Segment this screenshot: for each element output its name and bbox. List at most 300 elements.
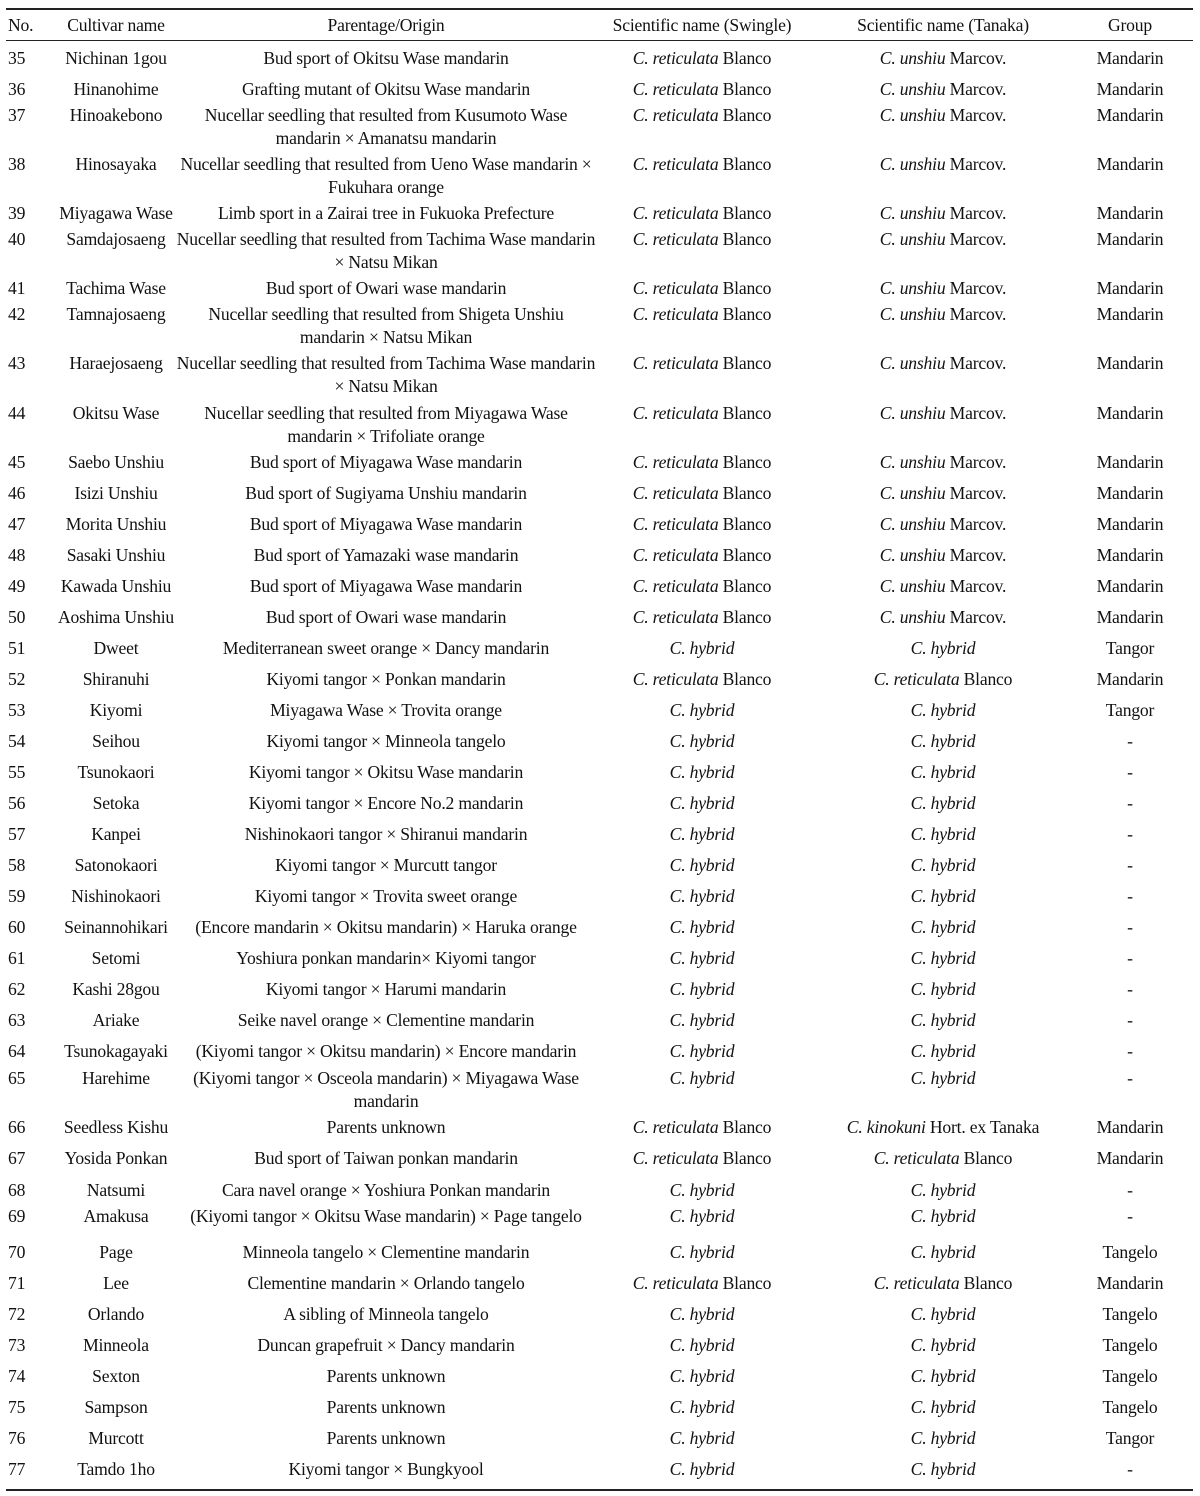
species-epithet: C. hybrid — [669, 1366, 735, 1386]
scientific-name-swingle — [670, 1179, 735, 1202]
species-author: Blanco — [959, 1273, 1013, 1293]
scientific-name-swingle — [633, 575, 772, 598]
cultivar-name: Page — [99, 1242, 133, 1262]
species-epithet: C. reticulata — [632, 669, 719, 689]
row-number: 51 — [8, 638, 26, 658]
parentage-origin: Bud sport of Owari wase mandarin — [265, 607, 507, 627]
parentage-origin: Kiyomi tangor × Encore No.2 mandarin — [248, 793, 524, 813]
group: Tangelo — [1102, 1397, 1158, 1417]
species-epithet: C. reticulata — [632, 483, 719, 503]
species-epithet: C. reticulata — [873, 1273, 960, 1293]
row-number: 67 — [8, 1148, 26, 1168]
species-author: Marcov. — [945, 304, 1007, 324]
species-author: Blanco — [718, 545, 772, 565]
species-author: Blanco — [718, 278, 772, 298]
cultivar-name: Sasaki Unshiu — [66, 545, 166, 565]
cultivar-name: Tsunokaori — [77, 762, 155, 782]
scientific-name-tanaka — [911, 1040, 976, 1063]
scientific-name-swingle — [633, 78, 772, 101]
group: - — [1127, 1068, 1133, 1088]
row-number: 41 — [8, 278, 26, 298]
species-author: Marcov. — [945, 452, 1007, 472]
row-number: 48 — [8, 545, 26, 565]
scientific-name-tanaka — [911, 761, 976, 784]
cultivar-name: Seihou — [92, 731, 140, 751]
row-number: 37 — [8, 105, 26, 125]
species-author: Blanco — [718, 607, 772, 627]
species-epithet: C. hybrid — [669, 1242, 735, 1262]
species-epithet: C. hybrid — [910, 1335, 976, 1355]
scientific-name-tanaka — [911, 885, 976, 908]
species-epithet: C. hybrid — [910, 1366, 976, 1386]
species-author: Marcov. — [945, 203, 1007, 223]
header-scientific-swingle: Scientific name (Swingle) — [612, 15, 792, 35]
species-author: Marcov. — [945, 483, 1007, 503]
group: Mandarin — [1096, 403, 1164, 423]
scientific-name-swingle — [670, 792, 735, 815]
parentage-origin: Parents unknown — [326, 1428, 446, 1448]
scientific-name-swingle — [670, 1365, 735, 1388]
parentage-origin: (Encore mandarin × Okitsu mandarin) × Haruka orange — [195, 917, 577, 937]
scientific-name-tanaka — [911, 1334, 976, 1357]
cultivar-name: Morita Unshiu — [65, 514, 167, 534]
cultivar-name: Nichinan 1gou — [65, 48, 167, 68]
group: Tangelo — [1102, 1242, 1158, 1262]
parentage-origin: Nucellar seedling that resulted from Tachima Wase mandarin × Natsu Mikan — [176, 353, 596, 396]
species-epithet: C. hybrid — [669, 1068, 735, 1088]
cultivar-name: Tamnajosaeng — [66, 304, 166, 324]
species-epithet: C. hybrid — [669, 700, 735, 720]
species-epithet: C. unshiu — [879, 403, 946, 423]
scientific-name-swingle — [670, 1067, 735, 1090]
cultivar-name: Murcott — [88, 1428, 144, 1448]
species-author: Blanco — [718, 403, 772, 423]
cultivar-name: Tachima Wase — [66, 278, 166, 298]
species-epithet: C. hybrid — [910, 1459, 976, 1479]
species-author: Marcov. — [945, 607, 1007, 627]
scientific-name-swingle — [670, 978, 735, 1001]
parentage-origin: Nucellar seedling that resulted from Tachima Wase mandarin × Natsu Mikan — [176, 229, 596, 272]
scientific-name-swingle — [670, 1040, 735, 1063]
species-epithet: C. hybrid — [669, 886, 735, 906]
cultivar-name: Haraejosaeng — [69, 353, 163, 373]
row-number: 62 — [8, 979, 26, 999]
scientific-name-swingle — [633, 202, 772, 225]
row-number: 65 — [8, 1068, 26, 1088]
species-author: Hort. ex Tanaka — [925, 1117, 1040, 1137]
row-number: 69 — [8, 1206, 26, 1226]
scientific-name-swingle — [633, 352, 772, 375]
species-author: Marcov. — [945, 229, 1007, 249]
species-epithet: C. hybrid — [669, 1180, 735, 1200]
scientific-name-tanaka — [911, 1179, 976, 1202]
scientific-name-tanaka — [880, 104, 1006, 127]
row-number: 66 — [8, 1117, 26, 1137]
parentage-origin: Bud sport of Miyagawa Wase mandarin — [249, 576, 523, 596]
scientific-name-tanaka — [847, 1116, 1039, 1139]
cultivar-name: Sampson — [84, 1397, 148, 1417]
species-epithet: C. hybrid — [669, 979, 735, 999]
species-epithet: C. reticulata — [632, 452, 719, 472]
group: Mandarin — [1096, 576, 1164, 596]
species-epithet: C. hybrid — [910, 1304, 976, 1324]
species-author: Blanco — [959, 669, 1013, 689]
species-author: Blanco — [718, 79, 772, 99]
scientific-name-swingle — [633, 104, 772, 127]
row-number: 43 — [8, 353, 26, 373]
scientific-name-swingle — [633, 482, 772, 505]
cultivar-name: Hinoakebono — [69, 105, 163, 125]
species-epithet: C. hybrid — [669, 948, 735, 968]
species-epithet: C. hybrid — [669, 824, 735, 844]
parentage-origin: Bud sport of Miyagawa Wase mandarin — [249, 514, 523, 534]
species-author: Marcov. — [945, 545, 1007, 565]
species-author: Blanco — [718, 304, 772, 324]
cultivar-name: Natsumi — [86, 1180, 146, 1200]
cultivar-name: Ariake — [92, 1010, 140, 1030]
group: - — [1127, 948, 1133, 968]
species-author: Blanco — [718, 353, 772, 373]
species-epithet: C. reticulata — [632, 1117, 719, 1137]
parentage-origin: Bud sport of Miyagawa Wase mandarin — [249, 452, 523, 472]
species-author: Blanco — [718, 576, 772, 596]
species-author: Marcov. — [945, 105, 1007, 125]
species-author: Marcov. — [945, 278, 1007, 298]
scientific-name-swingle — [670, 854, 735, 877]
species-epithet: C. unshiu — [879, 48, 946, 68]
species-epithet: C. reticulata — [632, 203, 719, 223]
row-number: 55 — [8, 762, 26, 782]
scientific-name-tanaka — [880, 352, 1006, 375]
species-epithet: C. hybrid — [669, 1335, 735, 1355]
parentage-origin: Seike navel orange × Clementine mandarin — [237, 1010, 535, 1030]
group: Mandarin — [1096, 154, 1164, 174]
parentage-origin: Nucellar seedling that resulted from Miyagawa Wase mandarin × Trifoliate orange — [204, 403, 568, 446]
row-number: 56 — [8, 793, 26, 813]
scientific-name-tanaka — [911, 1427, 976, 1450]
scientific-name-swingle — [670, 1009, 735, 1032]
species-epithet: C. hybrid — [910, 1397, 976, 1417]
parentage-origin: Bud sport of Owari wase mandarin — [265, 278, 507, 298]
cultivar-name: Harehime — [82, 1068, 150, 1088]
species-author: Marcov. — [945, 403, 1007, 423]
group: - — [1127, 979, 1133, 999]
group: Mandarin — [1096, 203, 1164, 223]
group: Tangor — [1105, 1428, 1155, 1448]
scientific-name-tanaka — [911, 1365, 976, 1388]
species-epithet: C. reticulata — [873, 1148, 960, 1168]
species-epithet: C. reticulata — [632, 48, 719, 68]
group: Mandarin — [1096, 545, 1164, 565]
scientific-name-swingle — [670, 1303, 735, 1326]
species-author: Marcov. — [945, 79, 1007, 99]
species-epithet: C. hybrid — [910, 638, 976, 658]
species-author: Blanco — [718, 203, 772, 223]
group: Mandarin — [1096, 669, 1164, 689]
group: - — [1127, 762, 1133, 782]
cultivar-name: Hinanohime — [73, 79, 159, 99]
scientific-name-swingle — [670, 1205, 735, 1228]
species-epithet: C. hybrid — [910, 1010, 976, 1030]
parentage-origin: A sibling of Minneola tangelo — [283, 1304, 489, 1324]
scientific-name-swingle — [670, 885, 735, 908]
parentage-origin: Nucellar seedling that resulted from Ueno Wase mandarin × Fukuhara orange — [180, 154, 592, 197]
scientific-name-tanaka — [880, 78, 1006, 101]
group: Tangelo — [1102, 1366, 1158, 1386]
species-epithet: C. hybrid — [910, 1068, 976, 1088]
parentage-origin: Clementine mandarin × Orlando tangelo — [247, 1273, 525, 1293]
group: Mandarin — [1096, 48, 1164, 68]
species-epithet: C. hybrid — [669, 762, 735, 782]
row-number: 44 — [8, 403, 26, 423]
species-author: Blanco — [718, 1273, 772, 1293]
scientific-name-swingle — [670, 699, 735, 722]
header-no: No. — [8, 15, 34, 35]
group: - — [1127, 1010, 1133, 1030]
species-epithet: C. hybrid — [910, 1041, 976, 1061]
cultivar-name: Satonokaori — [74, 855, 158, 875]
cultivar-name: Kiyomi — [89, 700, 143, 720]
group: Mandarin — [1096, 353, 1164, 373]
scientific-name-swingle — [633, 153, 772, 176]
species-epithet: C. hybrid — [669, 1304, 735, 1324]
scientific-name-tanaka — [874, 1272, 1013, 1295]
row-number: 73 — [8, 1335, 26, 1355]
scientific-name-tanaka — [911, 947, 976, 970]
scientific-name-tanaka — [911, 730, 976, 753]
species-epithet: C. unshiu — [879, 105, 946, 125]
group: - — [1127, 1041, 1133, 1061]
species-epithet: C. hybrid — [669, 917, 735, 937]
scientific-name-tanaka — [911, 1241, 976, 1264]
scientific-name-swingle — [633, 277, 772, 300]
cultivar-name: Nishinokaori — [71, 886, 161, 906]
species-epithet: C. unshiu — [879, 576, 946, 596]
row-number: 58 — [8, 855, 26, 875]
species-epithet: C. hybrid — [669, 1206, 735, 1226]
scientific-name-swingle — [670, 730, 735, 753]
species-epithet: C. unshiu — [879, 607, 946, 627]
scientific-name-swingle — [633, 1272, 772, 1295]
group: - — [1127, 793, 1133, 813]
table-header-rule — [6, 40, 1193, 41]
species-epithet: C. reticulata — [632, 607, 719, 627]
scientific-name-swingle — [633, 451, 772, 474]
species-epithet: C. reticulata — [632, 304, 719, 324]
parentage-origin: Kiyomi tangor × Ponkan mandarin — [266, 669, 506, 689]
group: Mandarin — [1096, 483, 1164, 503]
scientific-name-swingle — [670, 637, 735, 660]
scientific-name-swingle — [633, 1116, 772, 1139]
row-number: 46 — [8, 483, 26, 503]
row-number: 53 — [8, 700, 26, 720]
group: Mandarin — [1096, 1148, 1164, 1168]
parentage-origin: Nucellar seedling that resulted from Shigeta Unshiu mandarin × Natsu Mikan — [208, 304, 564, 347]
species-epithet: C. unshiu — [879, 483, 946, 503]
scientific-name-tanaka — [911, 792, 976, 815]
species-epithet: C. unshiu — [879, 514, 946, 534]
species-epithet: C. hybrid — [910, 731, 976, 751]
species-epithet: C. hybrid — [910, 762, 976, 782]
parentage-origin: (Kiyomi tangor × Osceola mandarin) × Miyagawa Wase mandarin — [193, 1068, 579, 1111]
table-bottom-rule — [6, 1489, 1193, 1491]
species-epithet: C. reticulata — [632, 576, 719, 596]
scientific-name-swingle — [633, 303, 772, 326]
row-number: 71 — [8, 1273, 26, 1293]
cultivar-name: Minneola — [83, 1335, 149, 1355]
parentage-origin: Kiyomi tangor × Trovita sweet orange — [254, 886, 518, 906]
scientific-name-tanaka — [911, 823, 976, 846]
scientific-name-swingle — [670, 1396, 735, 1419]
scientific-name-tanaka — [911, 637, 976, 660]
species-epithet: C. hybrid — [910, 1242, 976, 1262]
parentage-origin: Parents unknown — [326, 1366, 446, 1386]
group: Mandarin — [1096, 278, 1164, 298]
species-epithet: C. hybrid — [910, 824, 976, 844]
species-epithet: C. hybrid — [669, 1459, 735, 1479]
group: - — [1127, 824, 1133, 844]
species-author: Marcov. — [945, 353, 1007, 373]
species-epithet: C. unshiu — [879, 203, 946, 223]
species-epithet: C. reticulata — [632, 514, 719, 534]
group: Mandarin — [1096, 514, 1164, 534]
row-number: 63 — [8, 1010, 26, 1030]
species-epithet: C. hybrid — [669, 793, 735, 813]
species-epithet: C. unshiu — [879, 229, 946, 249]
cultivar-name: Seedless Kishu — [63, 1117, 169, 1137]
scientific-name-swingle — [633, 402, 772, 425]
group: Mandarin — [1096, 105, 1164, 125]
cultivar-name: Kashi 28gou — [72, 979, 160, 999]
group: Mandarin — [1096, 1273, 1164, 1293]
parentage-origin: Kiyomi tangor × Bungkyool — [288, 1459, 484, 1479]
species-epithet: C. reticulata — [632, 105, 719, 125]
scientific-name-tanaka — [880, 575, 1006, 598]
parentage-origin: Bud sport of Sugiyama Unshiu mandarin — [245, 483, 527, 503]
species-epithet: C. unshiu — [879, 154, 946, 174]
parentage-origin: Yoshiura ponkan mandarin× Kiyomi tangor — [236, 948, 536, 968]
scientific-name-tanaka — [911, 1205, 976, 1228]
group: - — [1127, 855, 1133, 875]
parentage-origin: Mediterranean sweet orange × Dancy mandarin — [222, 638, 550, 658]
species-epithet: C. hybrid — [910, 1428, 976, 1448]
species-epithet: C. hybrid — [669, 1010, 735, 1030]
group: Mandarin — [1096, 607, 1164, 627]
species-author: Blanco — [718, 154, 772, 174]
species-epithet: C. unshiu — [879, 304, 946, 324]
scientific-name-tanaka — [880, 153, 1006, 176]
species-epithet: C. hybrid — [669, 638, 735, 658]
species-epithet: C. unshiu — [879, 452, 946, 472]
parentage-origin: Bud sport of Okitsu Wase mandarin — [263, 48, 509, 68]
group: Mandarin — [1096, 79, 1164, 99]
scientific-name-tanaka — [911, 1303, 976, 1326]
row-number: 60 — [8, 917, 26, 937]
species-epithet: C. reticulata — [632, 403, 719, 423]
species-epithet: C. hybrid — [910, 855, 976, 875]
species-epithet: C. reticulata — [632, 545, 719, 565]
parentage-origin: Duncan grapefruit × Dancy mandarin — [257, 1335, 515, 1355]
row-number: 35 — [8, 48, 26, 68]
parentage-origin: Kiyomi tangor × Minneola tangelo — [266, 731, 506, 751]
cultivar-name: Seinannohikari — [64, 917, 168, 937]
species-epithet: C. unshiu — [879, 278, 946, 298]
scientific-name-tanaka — [880, 482, 1006, 505]
scientific-name-swingle — [670, 1241, 735, 1264]
scientific-name-tanaka — [880, 47, 1006, 70]
row-number: 74 — [8, 1366, 26, 1386]
species-author: Blanco — [718, 48, 772, 68]
group: Mandarin — [1096, 229, 1164, 249]
scientific-name-swingle — [670, 823, 735, 846]
cultivar-name: Tsunokagayaki — [64, 1041, 168, 1061]
cultivar-name: Okitsu Wase — [72, 403, 160, 423]
scientific-name-swingle — [670, 916, 735, 939]
species-epithet: C. reticulata — [873, 669, 960, 689]
cultivar-name: Isizi Unshiu — [74, 483, 158, 503]
group: - — [1127, 1459, 1133, 1479]
species-epithet: C. hybrid — [910, 948, 976, 968]
cultivar-name: Yosida Ponkan — [64, 1148, 168, 1168]
parentage-origin: Parents unknown — [326, 1397, 446, 1417]
scientific-name-swingle — [633, 1147, 772, 1170]
scientific-name-swingle — [670, 1427, 735, 1450]
row-number: 59 — [8, 886, 26, 906]
header-cultivar-name: Cultivar name — [67, 15, 165, 35]
group: - — [1127, 731, 1133, 751]
parentage-origin: Kiyomi tangor × Okitsu Wase mandarin — [248, 762, 524, 782]
group: Mandarin — [1096, 304, 1164, 324]
row-number: 54 — [8, 731, 26, 751]
row-number: 57 — [8, 824, 26, 844]
group: - — [1127, 1206, 1133, 1226]
group: - — [1127, 1180, 1133, 1200]
cultivar-name: Orlando — [87, 1304, 145, 1324]
cultivar-name: Setoka — [92, 793, 140, 813]
species-epithet: C. hybrid — [910, 979, 976, 999]
row-number: 39 — [8, 203, 26, 223]
species-author: Marcov. — [945, 154, 1007, 174]
group: Mandarin — [1096, 1117, 1164, 1137]
species-epithet: C. kinokuni — [846, 1117, 926, 1137]
row-number: 38 — [8, 154, 26, 174]
species-author: Blanco — [718, 514, 772, 534]
row-number: 36 — [8, 79, 26, 99]
scientific-name-tanaka — [911, 978, 976, 1001]
group: Tangor — [1105, 638, 1155, 658]
parentage-origin: Cara navel orange × Yoshiura Ponkan mandarin — [222, 1180, 550, 1200]
scientific-name-tanaka — [874, 668, 1013, 691]
scientific-name-swingle — [633, 606, 772, 629]
row-number: 77 — [8, 1459, 26, 1479]
scientific-name-swingle — [633, 513, 772, 536]
parentage-origin: Parents unknown — [326, 1117, 446, 1137]
species-epithet: C. unshiu — [879, 79, 946, 99]
row-number: 45 — [8, 452, 26, 472]
row-number: 52 — [8, 669, 26, 689]
group: - — [1127, 917, 1133, 937]
row-number: 49 — [8, 576, 26, 596]
parentage-origin: Bud sport of Yamazaki wase mandarin — [253, 545, 519, 565]
species-epithet: C. unshiu — [879, 353, 946, 373]
scientific-name-tanaka — [880, 202, 1006, 225]
species-epithet: C. hybrid — [669, 1428, 735, 1448]
scientific-name-swingle — [670, 761, 735, 784]
row-number: 72 — [8, 1304, 26, 1324]
parentage-origin: Miyagawa Wase × Trovita orange — [270, 700, 502, 720]
scientific-name-tanaka — [911, 854, 976, 877]
cultivar-name: Amakusa — [83, 1206, 149, 1226]
